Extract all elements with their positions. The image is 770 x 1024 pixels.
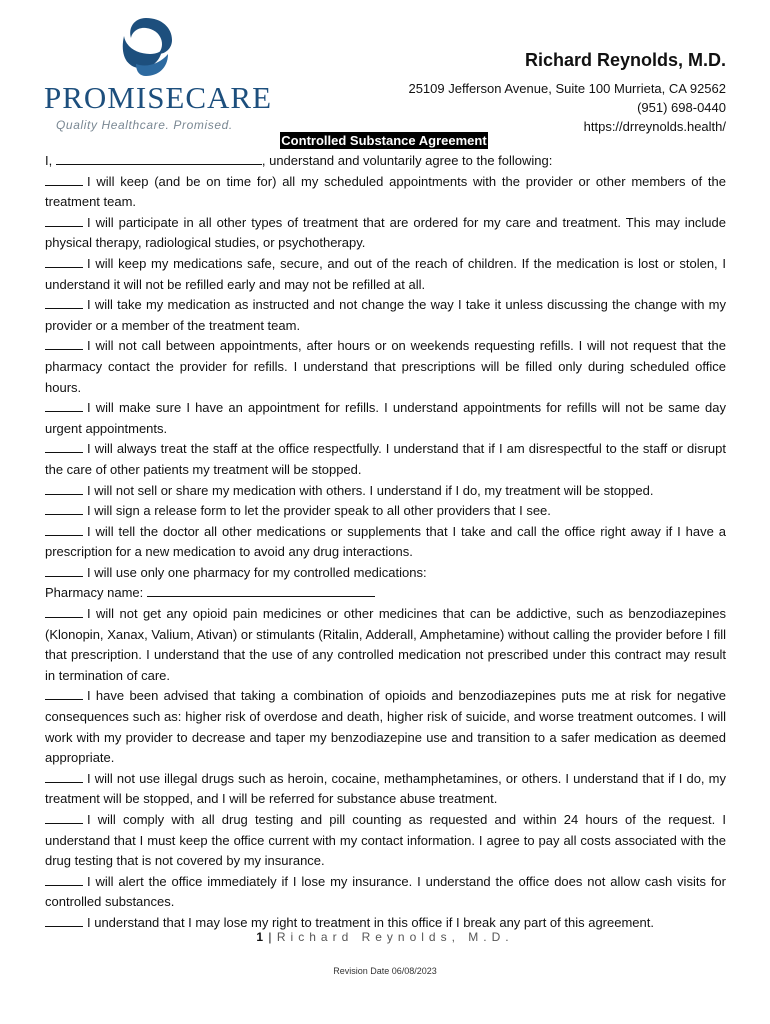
promisecare-logo xyxy=(42,14,273,132)
initial-blank[interactable] xyxy=(45,214,83,227)
page-footer xyxy=(0,930,770,944)
item-text: I will keep (and be on time for) all my scheduled appointments with the provider or other members of the treatment team. xyxy=(45,173,726,210)
revision-date: Revision Date 06/08/2023 xyxy=(333,966,437,976)
page-number: 1 xyxy=(256,930,264,944)
initial-blank[interactable] xyxy=(45,482,83,495)
initial-blank[interactable] xyxy=(45,502,83,515)
document-title: Controlled Substance Agreement xyxy=(281,133,487,148)
agreement-item xyxy=(45,522,726,563)
doctor-header xyxy=(408,50,726,136)
agreement-item xyxy=(45,254,726,295)
initial-blank[interactable] xyxy=(45,811,83,824)
agreement-item xyxy=(45,398,726,439)
doctor-address: 25109 Jefferson Avenue, Suite 100 Murrieta, CA 92562 xyxy=(408,81,726,96)
agreement-item xyxy=(45,604,726,686)
patient-name-blank[interactable] xyxy=(56,152,262,165)
agreement-item xyxy=(45,439,726,480)
item-text: I will not use illegal drugs such as heroin, cocaine, methamphetamines, or others. I understand that if I do, my treatment will be stopped, and I will be referred for substance abuse treatment. xyxy=(45,770,726,807)
doctor-name: Richard Reynolds, M.D. xyxy=(524,50,726,70)
logo-tagline: Quality Healthcare. Promised. xyxy=(56,118,233,132)
initial-blank[interactable] xyxy=(45,605,83,618)
item-text: I will make sure I have an appointment for refills. I understand appointments for refills will not be same day urgent appointments. xyxy=(45,400,726,436)
pharmacy-line xyxy=(45,583,726,604)
intro-suffix: , understand and voluntarily agree to the following: xyxy=(261,153,553,168)
agreement-item xyxy=(45,336,726,398)
item-text: I will keep my medications safe, secure, and out of the reach of children. If the medication is lost or stolen, I understand it will not be refilled early and may not be refilled at all. xyxy=(45,255,726,292)
agreement-item xyxy=(45,769,726,810)
item-text: I will always treat the staff at the office respectfully. I understand that if I am disrespectful to the staff or disrupt the care of other patients my treatment will be stopped. xyxy=(45,441,726,477)
logo-wordmark: PROMISECARE xyxy=(44,80,273,115)
agreement-item xyxy=(45,501,726,522)
item-text: I will not sell or share my medication with others. I understand if I do, my treatment will be stopped. xyxy=(87,482,654,498)
item-text: I will tell the doctor all other medications or supplements that I take and call the office right away if I have a prescription for a new medication to avoid any drug interactions. xyxy=(45,523,726,560)
item-text: I will not get any opioid pain medicines or other medicines that can be addictive, such as benzodiazepines (Klonopin, Xanax, Valium, Ativan) or stimulants (Ritalin, Adderall, Amphetamine) without calling the provider before I fill that prescription. I understand that the use of any controlled medication not prescribed under this contract may result in termination of care. xyxy=(45,606,726,683)
pharmacy-name-blank[interactable] xyxy=(147,584,375,597)
footer-separator: | xyxy=(268,930,272,944)
initial-blank[interactable] xyxy=(45,440,83,453)
initial-blank[interactable] xyxy=(45,173,83,186)
intro-prefix: I, xyxy=(45,153,53,168)
initial-blank[interactable] xyxy=(45,296,83,309)
agreement-item xyxy=(45,295,726,336)
initial-blank[interactable] xyxy=(45,337,83,350)
pharmacy-label: Pharmacy name: xyxy=(45,585,144,601)
item-text: I will participate in all other types of treatment that are ordered for my care and treatment. This may include physical therapy, radiological studies, or psychotherapy. xyxy=(45,214,726,251)
initial-blank[interactable] xyxy=(45,564,83,577)
swirl-logo-icon xyxy=(116,14,176,78)
item-text: I will not call between appointments, after hours or on weekends requesting refills. I will not request that the pharmacy contact the provider for refills. I understand that prescriptions will be filled only during scheduled office hours. xyxy=(45,338,726,395)
doctor-website[interactable]: https://drreynolds.health/ xyxy=(583,119,726,134)
initial-blank[interactable] xyxy=(45,687,83,700)
initial-blank[interactable] xyxy=(45,770,83,783)
initial-blank[interactable] xyxy=(45,914,83,927)
item-text: I will alert the office immediately if I lose my insurance. I understand the office does not allow cash visits for controlled substances. xyxy=(45,873,726,910)
doctor-phone: (951) 698-0440 xyxy=(637,100,726,115)
item-text: I will use only one pharmacy for my controlled medications: xyxy=(87,564,427,580)
initial-blank[interactable] xyxy=(45,399,83,412)
item-text: I will sign a release form to let the provider speak to all other providers that I see. xyxy=(87,503,551,519)
initial-blank[interactable] xyxy=(45,873,83,886)
agreement-item xyxy=(45,686,726,768)
agreement-item xyxy=(45,481,726,502)
item-text: I will take my medication as instructed and not change the way I take it unless discussing the change with my provider or a member of the treatment team. xyxy=(45,297,726,333)
agreement-item xyxy=(45,810,726,872)
agreement-item xyxy=(45,172,726,213)
initial-blank[interactable] xyxy=(45,523,83,536)
agreement-body xyxy=(45,151,726,934)
agreement-item xyxy=(45,213,726,254)
intro-line xyxy=(45,151,726,172)
item-text: I have been advised that taking a combination of opioids and benzodiazepines puts me at risk for negative consequences such as: higher risk of overdose and death, higher risk of suicide, and worse treatment outcomes. I will work with my provider to decrease and taper my benzodiazepine use and transition to a safer medication as deemed appropriate. xyxy=(45,688,726,766)
initial-blank[interactable] xyxy=(45,255,83,268)
item-text: I understand that I may lose my right to treatment in this office if I break any part of this agreement. xyxy=(87,914,654,930)
item-text: I will comply with all drug testing and pill counting as requested and within 24 hours of the request. I understand that I must keep the office current with my contact information. I agree to pay all costs associated with the drug testing that is not covered by my insurance. xyxy=(45,812,726,869)
agreement-item xyxy=(45,563,726,584)
agreement-item xyxy=(45,872,726,913)
footer-doctor-name: Richard Reynolds, M.D. xyxy=(276,930,514,944)
